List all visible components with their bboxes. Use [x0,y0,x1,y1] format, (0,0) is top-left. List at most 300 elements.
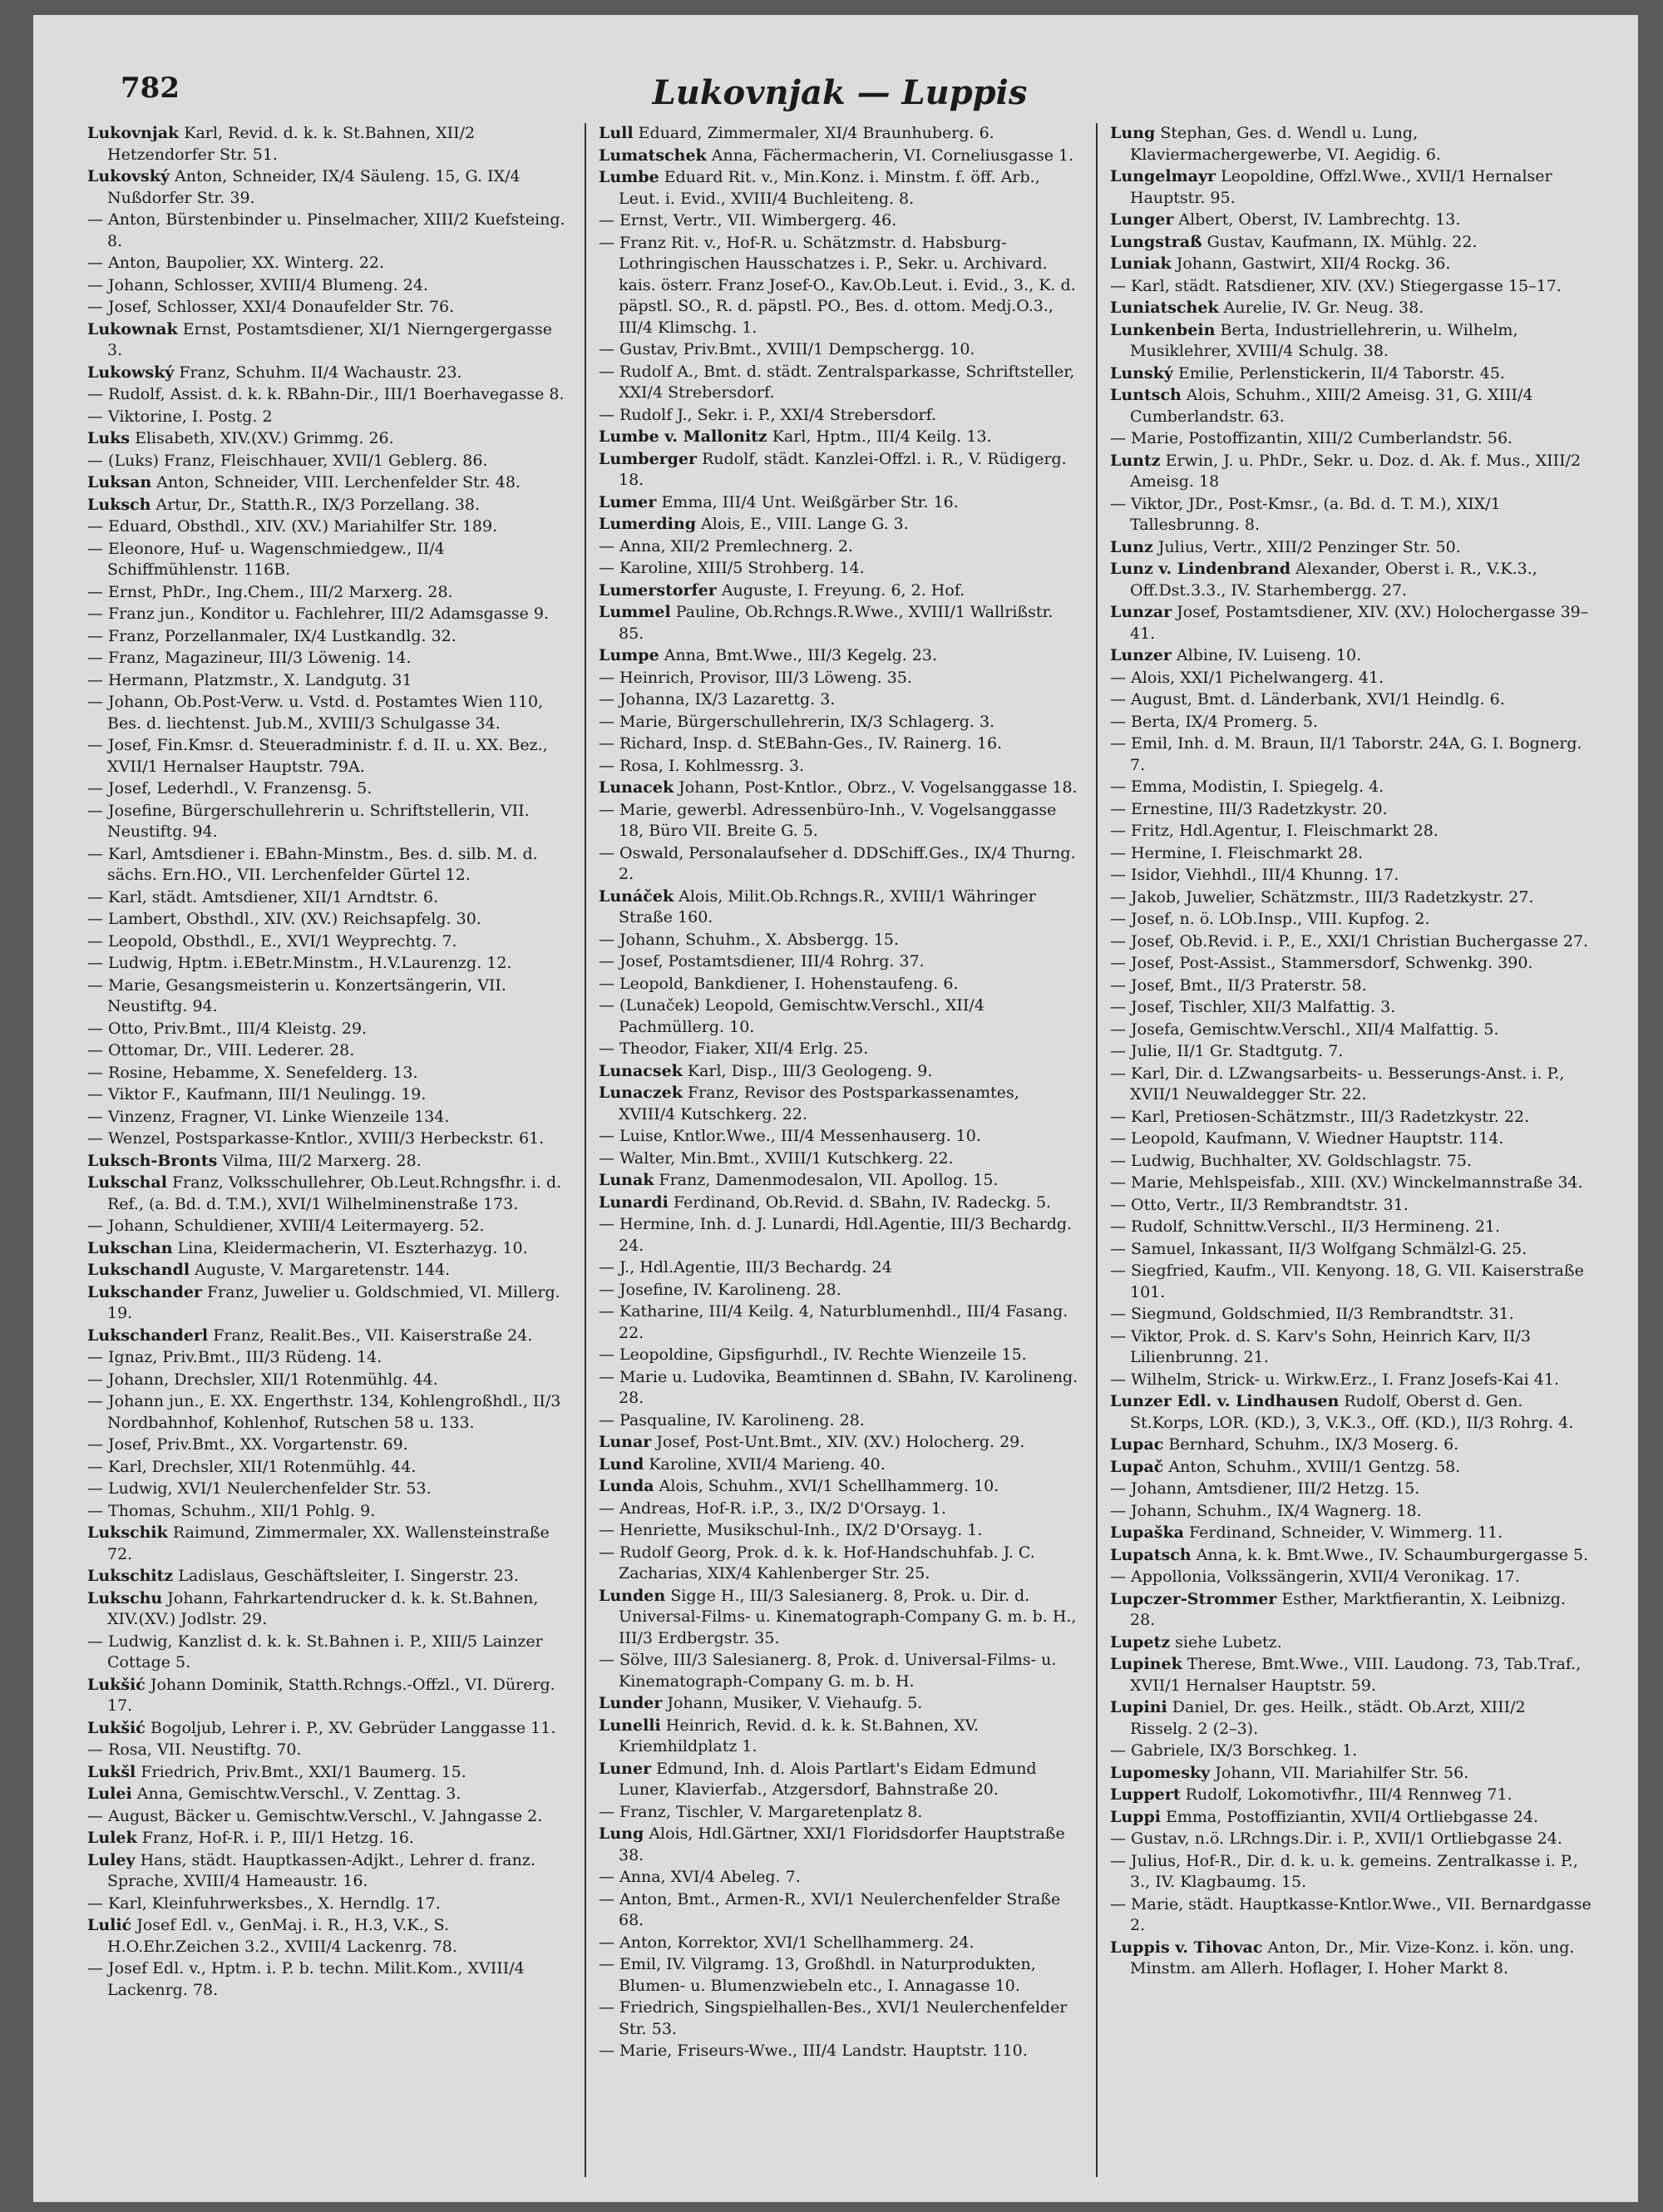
entry-details: — Josef, Fin.Kmsr. d. Steueradministr. f. d. II. u. XX. Bez., XVII/1 Hernalser Hauptstr. 79A. [87,736,548,776]
directory-entry [87,1762,570,1784]
directory-entry [1110,1304,1592,1326]
entry-surname: Lunda [599,1477,654,1495]
directory-entry [87,1216,570,1237]
directory-entry [599,123,1081,145]
entry-details: Emma, III/4 Unt. Weißgärber Str. 16. [661,492,959,511]
directory-entry [1110,1697,1592,1740]
entry-details: Erwin, J. u. PhDr., Sekr. u. Doz. d. Ak. f. Mus., XIII/2 Ameisg. 18 [1130,451,1582,491]
entry-surname: Lukšić [87,1675,146,1694]
entry-details: Johann, Gastwirt, XII/4 Rockg. 36. [1176,254,1451,273]
directory-entry [1110,1173,1592,1194]
directory-entry [87,931,570,953]
entry-details: Eduard, Zimmermaler, XI/4 Braunhuberg. 6. [638,124,994,142]
entry-surname: Lumer [599,492,657,511]
entry-details: Auguste, I. Freyung. 6, 2. Hof. [721,580,965,600]
entry-details: — Leopold, Obsthdl., E., XVI/1 Weyprechtg. 7. [87,931,457,950]
directory-entry [1110,1020,1592,1041]
directory-entry [1110,887,1592,909]
entry-details: — Josef, Tischler, XII/3 Malfattig. 3. [1110,998,1396,1016]
directory-entry [87,1894,570,1915]
directory-entry [87,1675,570,1717]
directory-entry [599,1367,1081,1410]
column-3 [1110,123,1592,2177]
directory-entry [87,1370,570,1391]
directory-entry [1110,909,1592,931]
entry-details: Franz, Volksschullehrer, Ob.Leut.Rchngsfhr. i. d. Ref., (a. Bd. d. T.M.), XVI/1 Wilhelminenstraße 173. [107,1173,562,1213]
directory-entry [87,1632,570,1674]
directory-entry [1110,494,1592,536]
directory-entry [599,1039,1081,1060]
entry-details: Berta, Industriellehrerin, u. Wilhelm, Musiklehrer, XVIII/4 Schulg. 38. [1130,320,1518,360]
entry-surname: Luntsch [1110,386,1182,404]
entry-details: — Viktor, Prok. d. S. Karv's Sohn, Heinrich Karv, II/3 Lilienbrunng. 21. [1110,1326,1531,1366]
entry-details: Rudolf, städt. Kanzlei-Offzl. i. R., V. Rüdigerg. 18. [619,449,1067,489]
directory-entry [87,1588,570,1631]
entry-details: — Josef, Priv.Bmt., XX. Vorgartenstr. 69. [87,1435,408,1454]
entry-surname: Lukschan [87,1238,173,1257]
directory-entry [599,233,1081,339]
entry-surname: Lunáček [599,886,674,906]
directory-entry [1110,1763,1592,1785]
directory-entry [87,1260,570,1281]
entry-details: Karl, Disp., III/3 Geologeng. 9. [687,1061,933,1080]
directory-entry [1110,821,1592,842]
directory-entry [599,1802,1081,1824]
entry-surname: Luntz [1110,451,1161,470]
directory-entry [87,1326,570,1347]
entry-details: Ferdinand, Schneider, V. Wimmerg. 11. [1189,1523,1503,1542]
entry-surname: Lupaška [1110,1523,1184,1542]
entry-details: — Ludwig, Buchhalter, XV. Goldschlagstr. 75. [1110,1151,1473,1170]
entry-details: Karoline, XVII/4 Marieng. 40. [649,1454,886,1474]
directory-entry [87,670,570,692]
directory-entry [1110,712,1592,733]
entry-details: — Hermine, I. Fleischmarkt 28. [1110,843,1364,862]
entry-details: — Ludwig, XVI/1 Neulerchenfelder Str. 53. [87,1479,432,1498]
entry-details: Alois, Schuhm., XVI/1 Schellhammerg. 10. [659,1477,999,1495]
directory-entry [599,1520,1081,1542]
directory-entry [1110,1938,1592,1980]
directory-entry [1110,1829,1592,1850]
entry-details: — Richard, Insp. d. StEBahn-Ges., IV. Rainerg. 16. [599,734,1003,753]
entry-surname: Lukovský [87,167,170,185]
entry-details: — Rudolf, Assist. d. k. k. RBahn-Dir., III/1 Boerhavegasse 8. [87,385,565,403]
entry-details: Karl, Hptm., III/4 Keilg. 13. [772,427,992,446]
directory-entry [599,1410,1081,1432]
entry-details: — Marie, Bürgerschullehrerin, IX/3 Schlagerg. 3. [599,712,995,731]
directory-entry [87,123,570,165]
entry-details: — Anton, Bmt., Armen-R., XVI/1 Neulerchenfelder Straße 68. [599,1889,1061,1929]
entry-details: Esther, Marktfierantin, X. Leibnizg. 28. [1130,1589,1566,1629]
entry-surname: Lund [599,1454,644,1474]
directory-entry [599,1716,1081,1758]
entry-details: Karl, Revid. d. k. k. St.Bahnen, XII/2 Hetzendorfer Str. 51. [107,124,476,164]
entry-surname: Lungstraß [1110,232,1202,251]
directory-entry [87,1084,570,1106]
entry-details: — Leopold, Kaufmann, V. Wiedner Hauptstr. 114. [1110,1129,1504,1148]
directory-entry [599,733,1081,755]
entry-surname: Luniatschek [1110,299,1219,317]
entry-details: Auguste, V. Margaretenstr. 144. [195,1261,451,1279]
directory-entry [1110,428,1592,450]
entry-surname: Lukschanderl [87,1326,209,1345]
directory-entry [87,975,570,1018]
entry-details: Anna, Gemischtw.Verschl., V. Zenttag. 3. [136,1785,461,1803]
entry-details: — Fritz, Hdl.Agentur, I. Fleischmarkt 28. [1110,822,1438,840]
entry-surname: Lulić [87,1916,132,1934]
directory-entry [599,1693,1081,1715]
entry-details: Leopoldine, Offzl.Wwe., XVII/1 Hernalser Hauptstr. 95. [1130,167,1552,207]
entry-details: Ferdinand, Ob.Revid. d. SBahn, IV. Radeckg. 5. [673,1192,1052,1212]
entry-details: — Hermann, Platzmstr., X. Landgutg. 31 [87,670,412,689]
entry-details: — Viktorine, I. Postg. 2 [87,407,273,426]
entry-details: — Marie u. Ludovika, Beamtinnen d. SBahn, IV. Karolineng. 28. [599,1367,1078,1407]
directory-entry [599,1650,1081,1692]
entry-details: Johann, Fahrkartendrucker d. k. k. St.Bahnen, XIV.(XV.) Jodlstr. 29. [107,1588,539,1628]
directory-entry [1110,1391,1592,1434]
directory-entry [1110,1261,1592,1303]
entry-details: — Karl, Amtsdiener i. EBahn-Minstm., Bes. d. silb. M. d. sächs. Ern.HO., VII. Lerchenfelder Gürtel 12. [87,844,538,884]
directory-entry [599,843,1081,886]
directory-entry [87,319,570,362]
entry-surname: Lunz [1110,537,1153,556]
entry-surname: Lunkenbein [1110,320,1216,339]
directory-entry [1110,1195,1592,1217]
entry-surname: Lukschandl [87,1261,190,1279]
directory-entry [1110,1128,1592,1150]
entry-details: Elisabeth, XIV.(XV.) Grimmg. 26. [135,429,394,447]
directory-entry [87,1063,570,1084]
directory-entry [87,1566,570,1587]
entry-details: — Alois, XXI/1 Pichelwangerg. 41. [1110,668,1384,687]
entry-details: — Marie, Postoffizantin, XIII/2 Cumberlandstr. 56. [1110,429,1513,447]
directory-entry [599,930,1081,951]
directory-entry [599,514,1081,536]
entry-details: Rudolf, Lokomotivfhr., III/4 Rennweg 71. [1185,1785,1512,1804]
directory-entry [87,516,570,538]
directory-entry [87,275,570,297]
entry-details: — Johann jun., E. XX. Engerthstr. 134, Kohlengroßhdl., II/3 Nordbahnhof, Kohlenhof, Rutschen 58 u. 133. [87,1392,561,1432]
directory-entry [599,210,1081,232]
directory-entry [87,495,570,516]
entry-details: — Johann, Schuhm., IX/4 Wagnerg. 18. [1110,1501,1422,1520]
entry-details: Alois, Hdl.Gärtner, XXI/1 Floridsdorfer Hauptstraße 38. [619,1824,1065,1864]
directory-entry [1110,1807,1592,1829]
entry-surname: Lumerding [599,515,696,533]
directory-entry [1110,254,1592,275]
entry-details: — Gabriele, IX/3 Borschkeg. 1. [1110,1741,1358,1760]
entry-details: — Karl, städt. Amtsdiener, XII/1 Arndtstr. 6. [87,887,439,906]
entry-details: — Jakob, Juwelier, Schätzmstr., III/3 Radetzkystr. 27. [1110,887,1534,906]
entry-details: Julius, Vertr., XIII/2 Penzinger Str. 50. [1157,537,1461,556]
directory-entry [87,887,570,909]
directory-entry [87,363,570,384]
entry-surname: Lunzer Edl. v. Lindhausen [1110,1392,1340,1410]
directory-entry [87,648,570,669]
entry-details: Alois, Milit.Ob.Rchngs.R., XVIII/1 Währinger Straße 160. [619,886,1036,926]
entry-details: Lina, Kleidermacherin, VI. Eszterhazyg. 10. [177,1238,528,1257]
entry-details: — Marie, Mehlspeisfab., XIII. (XV.) Winckelmannstraße 34. [1110,1173,1583,1192]
directory-entry [1110,1589,1592,1632]
entry-surname: Lulek [87,1829,137,1847]
directory-entry [1110,1567,1592,1588]
directory-entry [87,1040,570,1062]
entry-details: Anton, Schneider, VIII. Lerchenfelder Str. 48. [156,473,521,491]
directory-entry [599,2041,1081,2062]
directory-entry [599,1170,1081,1192]
entry-details: Josef Edl. v., GenMaj. i. R., H.3, V.K., S. H.O.Ehr.Zeichen 3.2., XVIII/4 Lackenrg. 78. [107,1916,457,1956]
entry-details: Heinrich, Revid. d. k. k. St.Bahnen, XV. Kriemhildplatz 1. [619,1716,980,1755]
entry-surname: Lunelli [599,1716,661,1735]
directory-entry [599,1499,1081,1520]
entry-details: — Marie, Gesangsmeisterin u. Konzertsängerin, VII. Neustiftg. 94. [87,975,506,1015]
entry-details: — Franz, Magazineur, III/3 Löwenig. 14. [87,649,412,667]
directory-entry [87,428,570,450]
entry-surname: Lunský [1110,363,1173,383]
entry-details: — Anna, XVI/4 Abeleg. 7. [599,1868,801,1886]
directory-entry [1110,1217,1592,1238]
directory-entry [599,668,1081,689]
directory-entry [1110,1479,1592,1500]
directory-entry [1110,363,1592,385]
directory-entry [1110,1632,1592,1654]
entry-details: — Johanna, IX/3 Lazarettg. 3. [599,690,836,709]
directory-entry [1110,733,1592,776]
directory-entry [87,735,570,778]
entry-details: — Josefa, Gemischtw.Verschl., XII/4 Malfattig. 5. [1110,1020,1499,1039]
entry-details: Alois, E., VIII. Lange G. 3. [701,515,909,533]
entry-details: — Hermine, Inh. d. J. Lunardi, Hdl.Agentie, III/3 Bechardg. 24. [599,1215,1073,1255]
directory-entry [599,1997,1081,2040]
directory-entry [1110,1457,1592,1479]
entry-details: — Anton, Korrektor, XVI/1 Schellhammerg. 24. [599,1933,975,1952]
entry-surname: Lumerstorfer [599,580,717,600]
entry-details: Rudolf, Oberst d. Gen. St.Korps, LOR. (KD.), 3, V.K.3., Off. (KD.), II/3 Rohrg. 4. [1130,1392,1574,1432]
directory-entry [599,1214,1081,1257]
entry-details: — Thomas, Schuhm., XII/1 Pohlg. 9. [87,1501,376,1520]
directory-entry [87,253,570,274]
entry-surname: Lukownak [87,319,178,338]
entry-details: Franz, Revisor des Postsparkassenamtes, XVIII/4 Kutschkerg. 22. [619,1084,1019,1123]
entry-details: — Josefine, Bürgerschullehrerin u. Schriftstellerin, VII. Neustiftg. 94. [87,801,530,841]
directory-entry [87,472,570,494]
directory-entry [87,407,570,428]
entry-details: — Katharine, III/4 Keilg. 4, Naturblumenhdl., III/4 Fasang. 22. [599,1302,1068,1342]
directory-entry [87,953,570,975]
directory-entry [1110,1785,1592,1806]
entry-surname: Lukšić [87,1718,146,1737]
entry-details: Therese, Bmt.Wwe., VIII. Laudong. 73, Tab.Traf., XVII/1 Hernalser Hauptstr. 59. [1130,1655,1582,1695]
entry-details: — (Lunaček) Leopold, Gemischtw.Verschl., XII/4 Pachmüllerg. 10. [599,996,984,1036]
directory-entry [1110,1894,1592,1937]
directory-entry [1110,1501,1592,1523]
entry-details: Johann, Post-Kntlor., Obrz., V. Vogelsanggasse 18. [679,778,1078,797]
entry-details: Anton, Dr., Mir. Vize-Konz. i. kön. ung. Minstm. am Allerh. Hoflager, I. Hoher Markt 8. [1130,1938,1575,1977]
entry-details: Sigge H., III/3 Salesianerg. 8, Prok. u. Dir. d. Universal-Films- u. Kinematograph-Company G. m. b. H., III/3 Erdbergstr. 35. [619,1586,1077,1647]
entry-details: — Emma, Modistin, I. Spiegelg. 4. [1110,778,1384,796]
directory-entry [87,1238,570,1260]
entry-details: — Franz, Porzellanmaler, IX/4 Lustkandlg. 32. [87,626,456,645]
entry-details: — (Luks) Franz, Fleischhauer, XVII/1 Geblerg. 86. [87,451,488,470]
directory-entry [599,974,1081,995]
directory-entry [599,1933,1081,1954]
entry-details: — Johann, Schuhm., X. Absbergg. 15. [599,930,900,949]
directory-entry [87,1107,570,1128]
directory-entry [599,1083,1081,1125]
directory-entry [599,1543,1081,1585]
entry-details: — Julius, Hof-R., Dir. d. k. u. k. gemeins. Zentralkasse i. P., 3., IV. Klagbaumg. 15. [1110,1851,1578,1891]
entry-details: — Samuel, Inkassant, II/3 Wolfgang Schmälzl-G. 25. [1110,1239,1527,1258]
entry-details: — Rosa, VII. Neustiftg. 70. [87,1740,302,1759]
entry-surname: Luley [87,1850,136,1869]
entry-details: — August, Bmt. d. Länderbank, XVI/1 Heindlg. 6. [1110,690,1505,709]
entry-surname: Lupetz [1110,1632,1171,1652]
directory-entry [87,626,570,648]
entry-details: — Marie, städt. Hauptkasse-Kntlor.Wwe., VII. Bernardgasse 2. [1110,1894,1591,1934]
entry-details: — Josef, Schlosser, XXI/4 Donaufelder Str. 76. [87,298,455,316]
entry-details: Stephan, Ges. d. Wendl u. Lung, Klaviermachergewerbe, VI. Aegidig. 6. [1130,124,1441,164]
directory-entry [1110,975,1592,997]
entry-surname: Lupomesky [1110,1763,1211,1782]
directory-entry [87,1915,570,1958]
entry-details: Bernhard, Schuhm., IX/3 Moserg. 6. [1168,1435,1459,1454]
directory-entry [1110,645,1592,667]
entry-details: — Leopold, Bankdiener, I. Hohenstaufeng. 6. [599,974,959,993]
directory-entry [599,1889,1081,1932]
entry-details: Bogoljub, Lehrer i. P., XV. Gebrüder Langgasse 11. [150,1718,556,1737]
entry-surname: Lukschik [87,1523,168,1542]
directory-entry [599,1586,1081,1650]
entry-details: — Ottomar, Dr., VIII. Lederer. 28. [87,1041,355,1059]
entry-details: Artur, Dr., Statth.R., IX/3 Porzellang. 38. [155,495,481,514]
entry-details: Ladislaus, Geschäftsleiter, I. Singerstr. 23. [178,1567,519,1585]
directory-entry [599,405,1081,427]
entry-details: — Andreas, Hof-R. i.P., 3., IX/2 D'Orsayg. 1. [599,1499,947,1518]
entry-surname: Lummel [599,603,671,621]
entry-surname: Lukschal [87,1173,167,1192]
entry-details: Albine, IV. Luiseng. 10. [1176,646,1362,664]
entry-details: — Anton, Baupolier, XX. Winterg. 22. [87,254,385,272]
entry-details: — Siegfried, Kaufm., VII. Kenyong. 18, G. VII. Kaiserstraße 101. [1110,1262,1584,1301]
directory-entry [599,536,1081,558]
entry-details: Daniel, Dr. ges. Heilk., städt. Ob.Arzt, XIII/2 Risselg. 2 (2–3). [1130,1698,1526,1738]
entry-details: — Rudolf A., Bmt. d. städt. Zentralsparkasse, Schriftsteller, XXI/4 Strebersdorf. [599,362,1075,402]
entry-surname: Lukšl [87,1762,136,1781]
directory-entry [1110,689,1592,711]
entry-details: — Franz Rit. v., Hof-R. u. Schätzmstr. d. Habsburg-Lothringischen Hausschatzes i. P., Sekr. u. Archivard. kais. österr. Franz Josef-O., Kav.Ob.Leut. i. Evid., 3., K. d. päpstl. SO., R. d. päpstl. PO., Bes. d. ottom. Medj.O.3., III/4 Klimschg. 1. [599,233,1076,337]
entry-surname: Lupini [1110,1698,1167,1716]
entry-details: siehe Lubetz. [1175,1632,1282,1652]
directory-entry [87,1128,570,1150]
directory-entry [599,1257,1081,1279]
entry-surname: Lumatschek [599,146,707,165]
entry-surname: Lukschitz [87,1567,174,1585]
entry-details: Johann Dominik, Statth.Rchngs.-Offzl., VI. Dürerg. 17. [107,1675,555,1715]
directory-entry [599,1301,1081,1344]
directory-entry [1110,1064,1592,1106]
entry-details: — Wilhelm, Strick- u. Wirkw.Erz., I. Franz Josefs-Kai 41. [1110,1370,1560,1389]
entry-details: Franz, Realit.Bes., VII. Kaiserstraße 24. [213,1326,533,1345]
entry-details: — Johann, Schuldiener, XVIII/4 Leitermayerg. 52. [87,1217,485,1235]
entry-surname: Lupac [1110,1435,1164,1454]
entry-surname: Luppert [1110,1785,1181,1804]
entry-surname: Luniak [1110,254,1172,273]
entry-details: — Heinrich, Provisor, III/3 Löweng. 35. [599,668,912,687]
entry-details: Friedrich, Priv.Bmt., XXI/1 Baumerg. 15. [141,1762,466,1781]
directory-entry [1110,953,1592,975]
entry-details: Franz, Schuhm. II/4 Wachaustr. 23. [179,363,462,382]
entry-details: — Johann, Amtsdiener, III/2 Hetzg. 15. [1110,1479,1420,1498]
entry-details: — Josef, Postamtsdiener, III/4 Rohrg. 37. [599,952,925,970]
entry-surname: Luksch-Bronts [87,1151,218,1170]
running-head: Lukovnjak — Luppis [652,73,1028,112]
directory-entry [599,492,1081,514]
directory-entry [1110,777,1592,798]
column-divider [585,123,586,2177]
entry-details: — Josef Edl. v., Hptm. i. P. b. techn. Milit.Kom., XVIII/4 Lackenrg. 78. [87,1959,525,1999]
directory-entry [87,297,570,318]
entry-details: — Josef, Ob.Revid. i. P., E., XXI/1 Christian Buchergasse 27. [1110,931,1589,950]
directory-entry [1110,166,1592,209]
entry-details: — Leopoldine, Gipsfigurhdl., IV. Rechte Wienzeile 15. [599,1345,1027,1364]
entry-surname: Lunder [599,1694,663,1712]
entry-details: Franz, Juwelier u. Goldschmied, VI. Millerg. 19. [107,1282,560,1322]
directory-entry [599,886,1081,929]
entry-details: — Theodor, Fiaker, XII/4 Erlg. 25. [599,1039,869,1058]
entry-details: — Oswald, Personalaufseher d. DDSchiff.Ges., IX/4 Thurng. 2. [599,843,1076,883]
directory-entry [1110,320,1592,363]
directory-entry [87,1173,570,1215]
entry-surname: Lukschu [87,1588,163,1607]
directory-entry [1110,232,1592,254]
directory-entry [599,1867,1081,1889]
directory-entry [1110,210,1592,231]
directory-entry [87,582,570,604]
entry-details: Aurelie, IV. Gr. Neug. 38. [1223,299,1424,317]
entry-details: Anna, Bmt.Wwe., III/3 Kegelg. 23. [664,646,938,664]
entry-surname: Lungelmayr [1110,167,1216,185]
entry-details: — Ignaz, Priv.Bmt., III/3 Rüdeng. 14. [87,1348,382,1366]
directory-entry [87,1434,570,1456]
entry-surname: Lunacek [599,778,674,797]
directory-entry [87,1740,570,1761]
entry-details: — Franz, Tischler, V. Margaretenplatz 8. [599,1802,923,1821]
directory-entry [1110,123,1592,165]
directory-entry [599,602,1081,644]
directory-entry [87,1151,570,1173]
directory-entry [599,1759,1081,1801]
directory-entry [87,844,570,886]
directory-entry [1110,276,1592,298]
entry-surname: Lumbe v. Mallonitz [599,427,767,446]
directory-entry [599,580,1081,602]
entry-details: Franz, Damenmodesalon, VII. Apollog. 15. [659,1171,999,1189]
directory-entry [87,778,570,800]
entry-details: — Eleonore, Huf- u. Wagenschmiedgew., II/4 Schiffmühlenstr. 116B. [87,539,445,579]
entry-details: — Marie, gewerbl. Adressenbüro-Inh., V. Vogelsanggasse 18, Büro VII. Breite G. 5. [599,800,1057,840]
entry-details: — Anna, XII/2 Premlechnerg. 2. [599,536,853,555]
directory-columns [87,123,1592,2177]
entry-details: — Karl, städt. Ratsdiener, XIV. (XV.) Stiegergasse 15–17. [1110,276,1562,295]
entry-details: — Luise, Kntlor.Wwe., III/4 Messenhauserg. 10. [599,1127,981,1145]
entry-details: — Karl, Kleinfuhrwerksbes., X. Herndlg. 17. [87,1894,441,1913]
entry-surname: Lunaczek [599,1084,683,1102]
directory-entry [1110,1107,1592,1128]
directory-entry [1110,865,1592,886]
directory-entry [87,1718,570,1740]
entry-details: — Josef, Post-Assist., Stammersdorf, Schwenkg. 390. [1110,954,1533,972]
entry-details: — Johann, Schlosser, XVIII/4 Blumeng. 24. [87,275,428,294]
